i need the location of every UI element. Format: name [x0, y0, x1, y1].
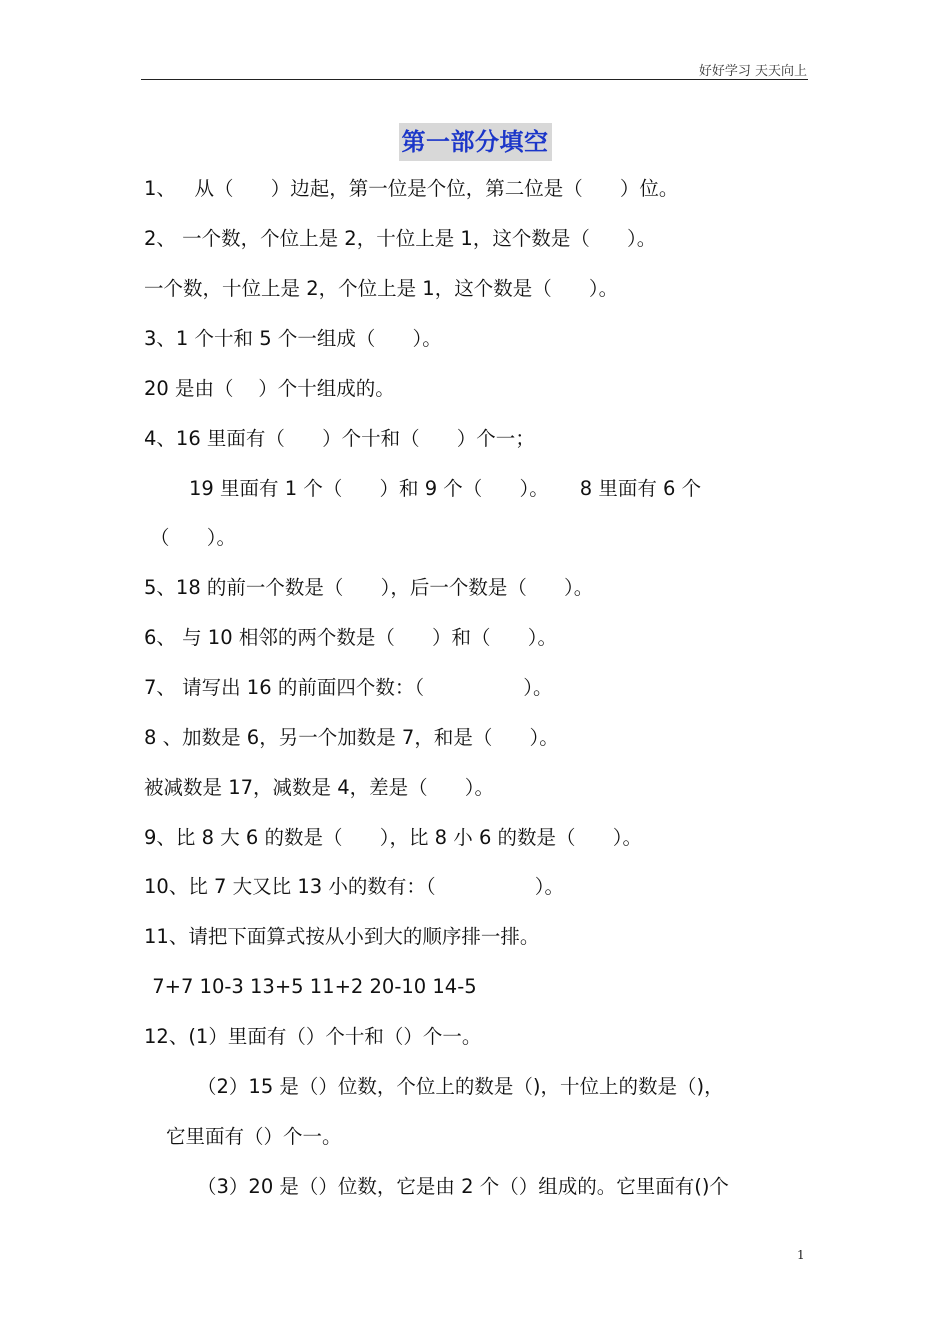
- section-title-wrapper: [0, 123, 950, 161]
- question-6: 6、 与 10 相邻的两个数是（ ）和（ ）。: [144, 626, 557, 649]
- question-7: 7、 请写出 16 的前面四个数：（ ）。: [144, 676, 553, 699]
- question-11: 11、请把下面算式按从小到大的顺序排一排。: [144, 925, 540, 948]
- question-10: 10、比 7 大又比 13 小的数有：（ ）。: [144, 875, 565, 898]
- question-11-expressions: 7+7 10-3 13+5 11+2 20-10 14-5: [146, 975, 477, 998]
- header-motto: 好好学习 天天向上: [698, 64, 807, 79]
- question-8a: 8 、加数是 6，另一个加数是 7，和是（ ）。: [144, 726, 559, 749]
- question-1: 1、 从（ ）边起，第一位是个位，第二位是（ ）位。: [144, 177, 679, 200]
- header-divider: [141, 79, 808, 80]
- question-3b: 20 是由（ ）个十组成的。: [144, 377, 395, 400]
- question-4c: （ ）。: [150, 526, 236, 549]
- question-2a: 2、 一个数，个位上是 2，十位上是 1，这个数是（ ）。: [144, 227, 657, 250]
- question-8b: 被减数是 17，减数是 4，差是（ ）。: [144, 776, 495, 799]
- question-2b: 一个数，十位上是 2，个位上是 1，这个数是（ ）。: [144, 277, 619, 300]
- question-3a: 3、1 个十和 5 个一组成（ ）。: [144, 327, 442, 350]
- question-12-part-2-cont: 它里面有（）个一。: [166, 1125, 342, 1148]
- page-number: 1: [797, 1248, 805, 1262]
- question-12-part-1: 12、(1）里面有（）个十和（）个一。: [144, 1025, 482, 1048]
- question-4b: 19 里面有 1 个（ ）和 9 个（ ）。 8 里面有 6 个: [189, 477, 702, 500]
- question-5: 5、18 的前一个数是（ ），后一个数是（ ）。: [144, 576, 594, 599]
- section-title: 第一部分填空: [399, 123, 552, 161]
- question-12-part-3: （3）20 是（）位数，它是由 2 个（）组成的。它里面有()个: [197, 1175, 729, 1198]
- question-4a: 4、16 里面有（ ）个十和（ ）个一；: [144, 427, 535, 450]
- question-9: 9、比 8 大 6 的数是（ ），比 8 小 6 的数是（ ）。: [144, 826, 643, 849]
- question-12-part-2: （2）15 是（）位数，个位上的数是（)，十位上的数是（)，: [197, 1075, 724, 1098]
